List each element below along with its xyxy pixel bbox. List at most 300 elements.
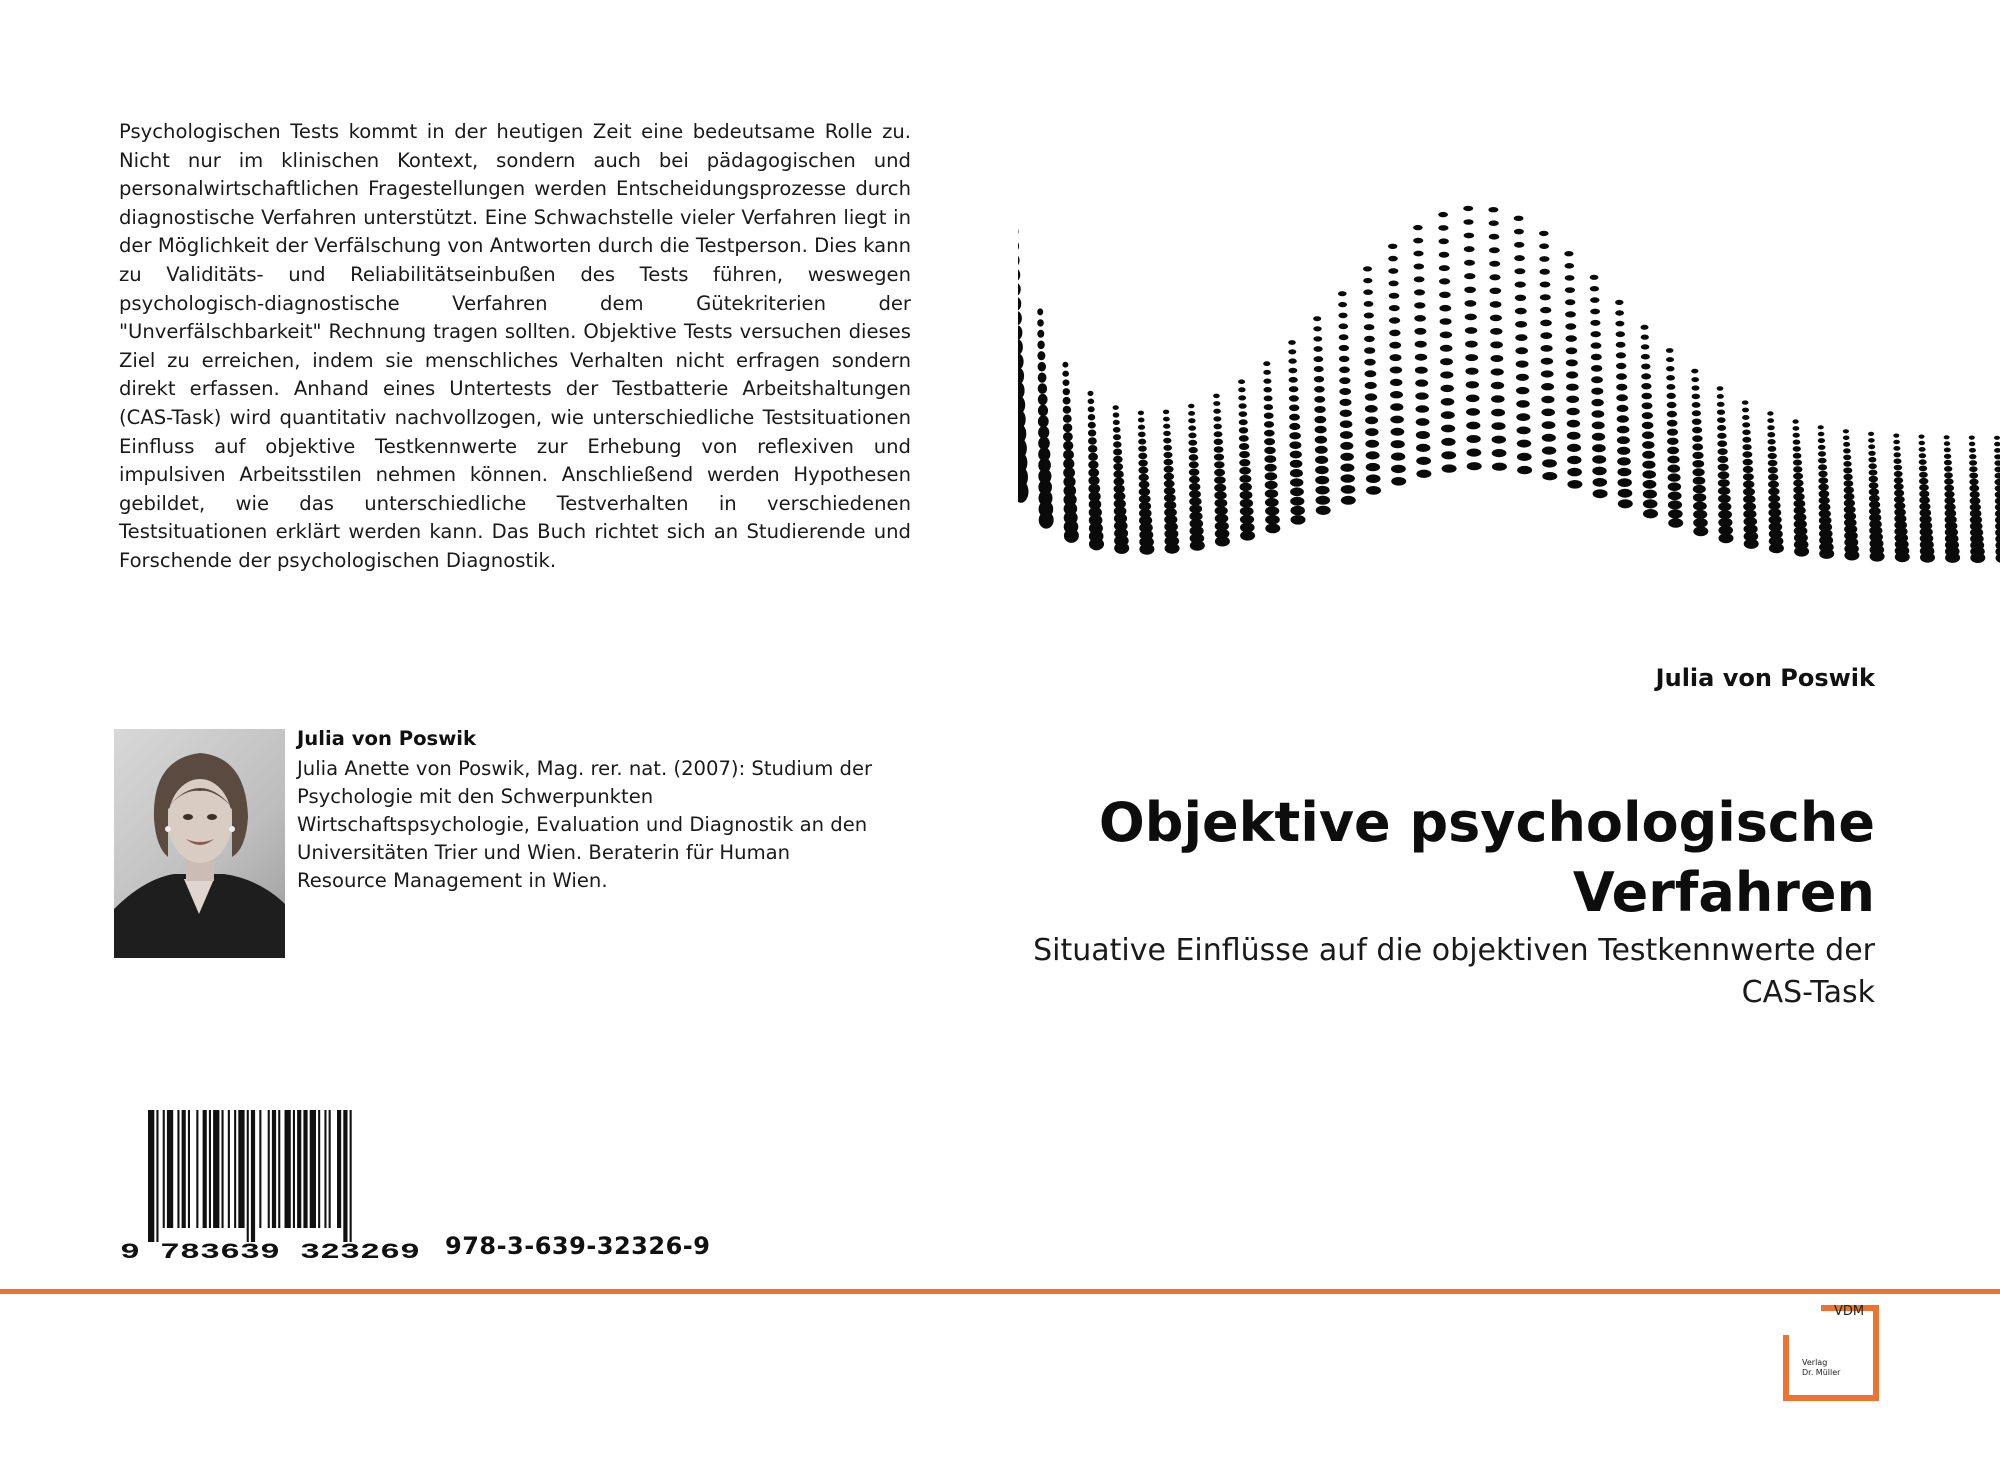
- halftone-dot: [1239, 443, 1249, 450]
- halftone-dot: [1038, 394, 1048, 405]
- halftone-dot: [1491, 355, 1504, 362]
- halftone-dot: [1037, 319, 1044, 326]
- halftone-dot: [1290, 478, 1303, 487]
- halftone-dot: [1363, 278, 1372, 283]
- halftone-dot: [1819, 490, 1830, 498]
- halftone-dot: [1564, 251, 1573, 256]
- halftone-dot: [1088, 445, 1097, 453]
- halftone-dot: [1489, 220, 1499, 226]
- halftone-dot: [1667, 393, 1676, 399]
- halftone-dot: [1590, 297, 1599, 303]
- halftone-dot: [1438, 225, 1448, 231]
- halftone-dot: [1316, 506, 1331, 515]
- halftone-dot: [1692, 394, 1700, 400]
- halftone-dot: [1138, 453, 1147, 460]
- halftone-dot: [1693, 477, 1706, 485]
- halftone-dot: [1063, 415, 1072, 423]
- halftone-dot: [1363, 289, 1373, 295]
- halftone-dot: [1414, 276, 1425, 282]
- halftone-dot: [1542, 447, 1556, 455]
- halftone-dot: [1289, 386, 1299, 392]
- halftone-dot: [1215, 536, 1230, 546]
- halftone-dot: [1415, 379, 1428, 386]
- halftone-dot: [1641, 344, 1650, 349]
- halftone-dot: [1843, 448, 1851, 453]
- halftone-dot: [1365, 405, 1378, 413]
- halftone-dot: [1314, 356, 1324, 362]
- halftone-dot: [1514, 268, 1525, 274]
- halftone-dot: [1264, 413, 1274, 419]
- halftone-dot: [1238, 379, 1245, 384]
- halftone-dot: [1438, 212, 1448, 217]
- halftone-dot: [1038, 415, 1049, 427]
- halftone-dot: [1615, 300, 1623, 305]
- halftone-dot: [1540, 332, 1552, 339]
- halftone-dot: [1238, 387, 1245, 392]
- halftone-dot: [1390, 354, 1402, 361]
- halftone-dot: [1265, 506, 1279, 515]
- halftone-dot: [1364, 301, 1374, 307]
- halftone-dot: [1340, 420, 1353, 428]
- halftone-dot: [1465, 341, 1478, 348]
- halftone-dot: [1365, 393, 1377, 400]
- halftone-dot: [1088, 453, 1098, 461]
- halftone-dot: [1365, 417, 1378, 425]
- halftone-dot: [1692, 452, 1703, 459]
- halftone-dot: [1138, 446, 1147, 452]
- halftone-dot: [1340, 442, 1353, 450]
- back-cover-blurb: Psychologischen Tests kommt in der heutigen Zeit eine bedeutsame Rolle zu. Nicht nur im klinischen Kontext, sondern auch bei pädagogischen und personalwirtschaftlichen Fragestellungen werden Entscheidungsprozesse durch diagnostische Verfahren unterstützt. Eine Schwachstelle vieler Verfahren liegt in der Möglichkeit der Verfälschung von Antworten durch die Testperson. Dies kann zu Validitäts- und Reliabilitätseinbußen des Tests führen, weswegen psychologisch-diagnostische Verfahren dem Gütekriterien der "Unverfälschbarkeit" Rechnung tragen sollten. Objektive Tests versuchen dieses Ziel zu erreichen, indem sie menschliches Verhalten nicht erfragen sondern direkt erfassen. Anhand eines Untertests der Testbatterie Arbeitshaltungen (CAS-Task) wird quantitativ nachvollzogen, wie unterschiedliche Testsituationen Einfluss auf objektive Testkennwerte zur Erhebung von reflexiven und impulsiven Arbeitsstilen nehmen können. Anschließend werden Hypothesen gebildet, wie das unterschiedliche Testverhalten in verschiedenen Testsituationen erklärt werden kann. Das Buch richtet sich an Studierende und Forschende der psychologischen Diagnostik.: [119, 120, 911, 572]
- halftone-dot: [1018, 311, 1022, 325]
- halftone-dot: [1214, 431, 1223, 437]
- halftone-dot: [1088, 430, 1096, 437]
- halftone-dot: [1188, 433, 1196, 439]
- barcode-bar: [222, 1110, 224, 1228]
- halftone-dot: [1818, 477, 1828, 484]
- halftone-dot: [1188, 411, 1195, 416]
- halftone-dot: [1240, 531, 1255, 541]
- halftone-dot: [1668, 465, 1681, 473]
- barcode-bar: [318, 1110, 320, 1228]
- halftone-dot: [1414, 315, 1426, 322]
- barcode-bar: [259, 1110, 261, 1228]
- halftone-dot: [1240, 499, 1253, 508]
- halftone-dot: [1541, 358, 1553, 365]
- halftone-dot: [1541, 409, 1555, 417]
- halftone-dot: [1315, 436, 1327, 444]
- halftone-dot: [1919, 472, 1928, 478]
- halftone-dot: [1615, 321, 1624, 327]
- halftone-dot: [1591, 354, 1602, 361]
- barcode-bar: [293, 1110, 295, 1228]
- halftone-dot: [1388, 268, 1398, 274]
- halftone-dot: [1717, 402, 1725, 407]
- barcode-bar: [285, 1110, 291, 1228]
- halftone-dot: [1062, 362, 1068, 368]
- halftone-dot: [1641, 383, 1651, 389]
- halftone-dot: [1742, 422, 1750, 427]
- halftone-dot: [1163, 424, 1170, 429]
- halftone-dot: [1994, 436, 2000, 440]
- halftone-dot: [1314, 396, 1325, 403]
- halftone-dot: [1944, 466, 1952, 472]
- halftone-dot: [1264, 455, 1276, 463]
- halftone-dot: [1893, 446, 1900, 451]
- halftone-dot: [1413, 238, 1423, 244]
- halftone-dot: [1540, 320, 1552, 327]
- barcode-bar: [268, 1110, 270, 1228]
- halftone-dot: [1489, 274, 1500, 280]
- halftone-dot: [1843, 442, 1850, 447]
- halftone-dot: [1641, 354, 1650, 360]
- halftone-dot: [1869, 470, 1878, 476]
- halftone-dot: [1441, 398, 1455, 406]
- halftone-dot: [1214, 484, 1226, 492]
- halftone-dot: [1414, 289, 1425, 295]
- halftone-dot: [1768, 446, 1777, 452]
- halftone-dot: [1289, 441, 1301, 449]
- halftone-dot: [1668, 473, 1681, 481]
- halftone-dot: [1868, 444, 1875, 449]
- halftone-dot: [1743, 488, 1755, 496]
- halftone-dot: [1743, 444, 1752, 450]
- halftone-dot: [1540, 294, 1551, 300]
- halftone-dot: [1666, 375, 1675, 381]
- halftone-dot: [1692, 427, 1702, 434]
- halftone-dot: [1239, 419, 1248, 425]
- halftone-dot: [1565, 311, 1576, 317]
- halftone-dot: [1641, 373, 1651, 379]
- halftone-dot: [1290, 487, 1304, 496]
- halftone-dot: [1843, 455, 1851, 461]
- halftone-dot: [1492, 463, 1507, 471]
- halftone-dot: [1163, 410, 1169, 415]
- halftone-dot: [1919, 447, 1926, 452]
- halftone-dot: [1666, 348, 1674, 353]
- halftone-dot: [1466, 422, 1480, 430]
- halftone-dot: [1743, 481, 1754, 489]
- halftone-dot: [1340, 410, 1352, 417]
- halftone-dot: [1539, 231, 1549, 236]
- barcode-bar: [182, 1110, 186, 1228]
- halftone-dot: [1641, 364, 1650, 370]
- halftone-dot: [1541, 396, 1554, 404]
- barcode-bar: [177, 1110, 179, 1228]
- barcode-bar: [247, 1110, 249, 1242]
- halftone-dot: [1364, 336, 1375, 342]
- halftone-dot: [1995, 479, 2000, 486]
- halftone-dot: [1313, 316, 1321, 321]
- halftone-dot: [1088, 406, 1095, 412]
- halftone-dot: [1491, 422, 1505, 430]
- halftone-dot: [1516, 413, 1530, 421]
- halftone-dot: [1289, 405, 1299, 412]
- barcode-bar: [297, 1110, 301, 1228]
- halftone-dot: [1466, 381, 1479, 388]
- halftone-dot: [1593, 489, 1608, 498]
- halftone-dot: [1618, 489, 1633, 498]
- halftone-dot: [1037, 351, 1045, 360]
- halftone-dot: [1742, 408, 1749, 413]
- halftone-dot: [1339, 356, 1350, 362]
- halftone-dot: [1868, 432, 1874, 436]
- halftone-dot: [1592, 455, 1606, 463]
- halftone-dot: [1944, 441, 1950, 446]
- vdm-logo-subtext: Verlag Dr. Müller: [1802, 1358, 1841, 1377]
- halftone-dot: [1018, 339, 1023, 354]
- barcode-bar: [310, 1110, 316, 1228]
- halftone-dot: [1894, 458, 1902, 464]
- halftone-dot: [1239, 451, 1250, 458]
- halftone-dot: [1818, 484, 1828, 491]
- halftone-dot: [1642, 441, 1654, 449]
- author-photo: [114, 729, 285, 958]
- halftone-dot: [1994, 467, 2000, 473]
- book-title: Objektive psychologische Verfahren: [1098, 791, 1875, 924]
- halftone-dot: [1489, 247, 1500, 253]
- halftone-dot: [1490, 315, 1502, 322]
- halftone-dot: [1490, 328, 1502, 335]
- halftone-dot: [1339, 388, 1351, 395]
- halftone-dot: [1416, 444, 1430, 452]
- halftone-dot: [1314, 376, 1324, 382]
- halftone-dot: [1439, 278, 1450, 284]
- halftone-dot: [1868, 457, 1876, 463]
- vdm-logo-text: VDM: [1834, 1304, 1865, 1319]
- halftone-dot: [1291, 515, 1306, 525]
- halftone-dot: [1591, 342, 1602, 348]
- halftone-dot: [1364, 347, 1375, 354]
- halftone-dot: [1165, 543, 1180, 554]
- halftone-dot: [1969, 466, 1977, 472]
- halftone-dot: [1265, 464, 1277, 472]
- halftone-dot: [1339, 323, 1349, 329]
- halftone-dot: [1969, 436, 1975, 440]
- halftone-dot: [1667, 447, 1679, 455]
- halftone-dot: [1113, 427, 1121, 433]
- halftone-dot: [1340, 453, 1354, 461]
- halftone-dot: [1565, 287, 1575, 293]
- halftone-dot: [1667, 402, 1677, 408]
- halftone-dot: [1666, 384, 1675, 390]
- halftone-dot: [1138, 467, 1148, 474]
- halftone-dot: [1515, 321, 1527, 328]
- halftone-dot: [1440, 358, 1453, 365]
- halftone-dot: [1491, 382, 1504, 389]
- halftone-dot: [1919, 478, 1928, 485]
- halftone-dot: [1642, 422, 1654, 429]
- halftone-dot: [1565, 299, 1575, 305]
- halftone-dot: [1717, 410, 1725, 415]
- halftone-dot: [1440, 371, 1453, 378]
- halftone-dot: [1793, 460, 1802, 466]
- halftone-dot: [1920, 552, 1935, 562]
- halftone-dot: [1743, 466, 1754, 473]
- orange-divider: [0, 1289, 2000, 1294]
- barcode-bar: [188, 1110, 190, 1228]
- halftone-dot: [1769, 543, 1784, 553]
- halftone-dot: [1567, 408, 1580, 416]
- halftone-dot: [1264, 421, 1274, 428]
- halftone-dot: [1264, 404, 1273, 410]
- halftone-dot: [1488, 207, 1498, 212]
- halftone-dot: [1238, 395, 1246, 400]
- halftone-dot: [1668, 518, 1683, 528]
- halftone-dot: [1919, 466, 1927, 472]
- halftone-dot: [1089, 538, 1104, 551]
- halftone-dot: [1969, 479, 1978, 486]
- halftone-dot: [1616, 394, 1628, 401]
- halftone-dot: [1617, 426, 1630, 434]
- halftone-dot: [1188, 425, 1196, 430]
- halftone-dot: [1391, 440, 1405, 448]
- halftone-dot: [1793, 440, 1801, 445]
- halftone-dot: [1413, 251, 1423, 257]
- halftone-dot: [1439, 265, 1450, 271]
- halftone-dot: [1894, 490, 1904, 497]
- halftone-dot: [1718, 502, 1731, 511]
- halftone-dot: [1718, 464, 1729, 471]
- halftone-dot: [1539, 243, 1549, 249]
- halftone-dot: [1264, 396, 1273, 402]
- barcode-bar: [148, 1110, 154, 1242]
- halftone-dot: [1591, 365, 1602, 372]
- halftone-dot: [1463, 219, 1473, 225]
- halftone-dot: [1691, 369, 1698, 374]
- halftone-dot: [1616, 384, 1627, 391]
- halftone-dot: [1793, 433, 1800, 438]
- halftone-dot: [1416, 418, 1430, 426]
- halftone-dot: [1844, 480, 1854, 487]
- halftone-dot: [1038, 362, 1046, 372]
- barcode-bar: [251, 1110, 255, 1242]
- halftone-dot: [1514, 229, 1524, 235]
- halftone-dot: [1618, 499, 1633, 508]
- author-bio-text: Julia Anette von Poswik, Mag. rer. nat. (2007): Studium der Psychologie mit den Schwerpunkten Wirtschaftspsychologie, Evaluation und Diagnostik an den Universitäten Trier und Wien. Beraterin für Human Resource Management in Wien.: [297, 757, 873, 892]
- halftone-dot: [1593, 478, 1608, 487]
- halftone-dot: [1617, 447, 1630, 455]
- halftone-dot: [1289, 368, 1298, 374]
- halftone-dot: [1618, 478, 1632, 487]
- barcode-bar: [337, 1110, 341, 1228]
- halftone-dot: [1063, 388, 1070, 395]
- halftone-dot: [1566, 359, 1578, 366]
- halftone-dot: [1566, 384, 1579, 391]
- halftone-dot: [1514, 216, 1524, 221]
- halftone-dot: [1263, 361, 1270, 366]
- halftone-dot: [1944, 435, 1950, 439]
- halftone-dot: [1516, 361, 1529, 368]
- halftone-dot: [1617, 405, 1629, 412]
- halftone-dot: [1768, 460, 1778, 467]
- halftone-dot: [1818, 471, 1827, 478]
- halftone-dot: [1439, 238, 1449, 244]
- halftone-dot: [1717, 394, 1724, 399]
- halftone-dot: [1567, 420, 1580, 428]
- halftone-dot: [1944, 478, 1953, 485]
- halftone-dot: [1366, 474, 1381, 483]
- barcode-bar: [156, 1110, 158, 1242]
- halftone-dot: [1541, 370, 1554, 377]
- halftone-dot: [1316, 496, 1331, 505]
- halftone-dot: [1893, 440, 1900, 445]
- halftone-dot: [1213, 401, 1220, 406]
- halftone-dot: [1793, 453, 1802, 459]
- halftone-dot: [1037, 308, 1043, 315]
- halftone-dot: [1391, 428, 1405, 436]
- halftone-dot: [1113, 456, 1122, 463]
- halftone-wave-graphic: [1018, 195, 2000, 570]
- halftone-dot: [1919, 435, 1925, 439]
- halftone-dot: [1969, 485, 1979, 492]
- barcode-bar: [303, 1110, 307, 1228]
- halftone-dot: [1465, 300, 1477, 307]
- halftone-dot: [1190, 540, 1205, 550]
- halftone-dot: [1213, 394, 1220, 399]
- halftone-dot: [1315, 456, 1328, 464]
- halftone-dot: [1516, 400, 1530, 408]
- halftone-dot: [1163, 431, 1171, 436]
- halftone-dot: [1465, 314, 1477, 321]
- halftone-dot: [1388, 256, 1398, 262]
- halftone-dot: [1239, 459, 1250, 466]
- halftone-dot: [1164, 487, 1175, 495]
- halftone-dot: [1189, 454, 1199, 461]
- halftone-dot: [1995, 491, 2000, 498]
- halftone-dot: [1592, 422, 1605, 430]
- halftone-dot: [1265, 472, 1278, 480]
- halftone-dot: [1416, 405, 1430, 413]
- barcode-bar: [163, 1110, 165, 1228]
- halftone-dot: [1793, 426, 1800, 431]
- halftone-dot: [1693, 518, 1708, 528]
- halftone-dot: [1616, 342, 1626, 348]
- halftone-dot: [1844, 487, 1854, 494]
- halftone-dot: [1592, 433, 1605, 441]
- halftone-dot: [1163, 417, 1170, 422]
- halftone-dot: [1743, 495, 1755, 503]
- halftone-dot: [1338, 313, 1347, 319]
- halftone-dot: [1516, 374, 1529, 381]
- halftone-dot: [1515, 295, 1526, 301]
- halftone-dot: [1391, 477, 1406, 486]
- halftone-dot: [1616, 363, 1626, 369]
- halftone-dot: [1718, 471, 1730, 479]
- halftone-dot: [1767, 425, 1774, 430]
- halftone-dot: [1138, 425, 1145, 430]
- halftone-dot: [1239, 467, 1251, 475]
- halftone-dot: [1567, 432, 1581, 440]
- halftone-dot: [1039, 511, 1054, 528]
- halftone-dot: [1465, 327, 1477, 334]
- halftone-dot: [1591, 388, 1603, 395]
- halftone-dot: [1717, 440, 1727, 447]
- barcode-bar: [272, 1110, 276, 1228]
- halftone-dot: [1566, 347, 1578, 354]
- halftone-dot: [1767, 411, 1773, 415]
- halftone-dot: [1793, 466, 1802, 473]
- halftone-dot: [1314, 346, 1323, 352]
- halftone-dot: [1668, 509, 1683, 518]
- halftone-dot: [1290, 451, 1302, 459]
- halftone-dot: [1390, 391, 1403, 398]
- halftone-dot: [1615, 310, 1624, 315]
- halftone-dot: [1868, 451, 1875, 456]
- halftone-dot: [1341, 474, 1355, 483]
- barcode-bar: [209, 1110, 211, 1228]
- halftone-dot: [1718, 479, 1730, 487]
- halftone-dot: [1515, 347, 1528, 354]
